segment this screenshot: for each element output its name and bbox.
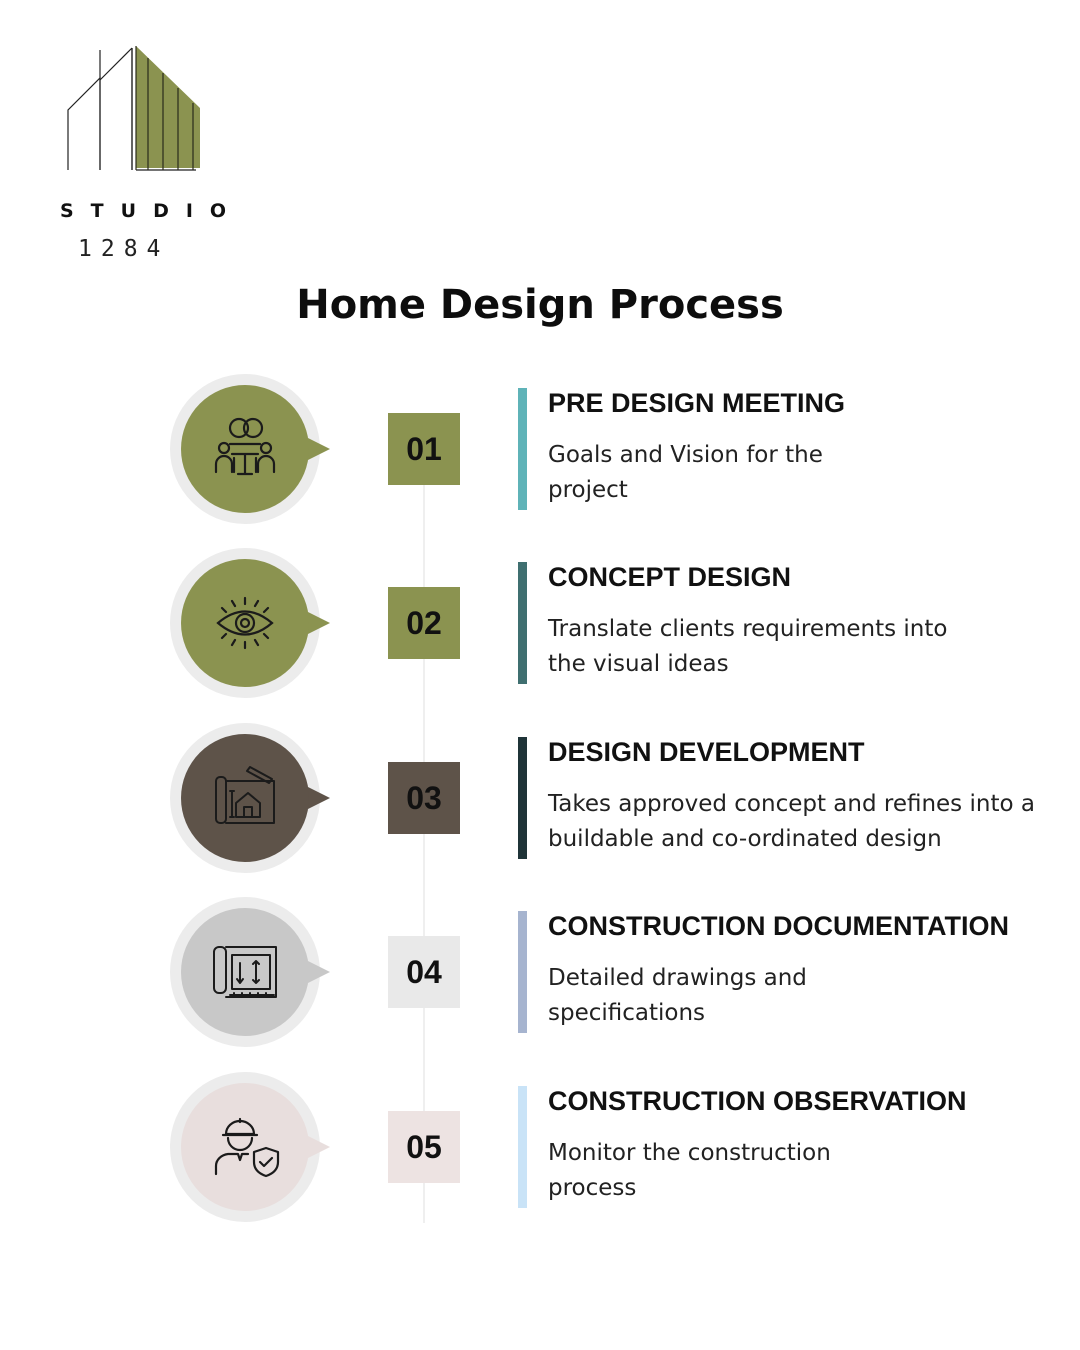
step-number-box <box>388 587 460 659</box>
blueprint-house-icon <box>210 763 280 833</box>
step-title: CONSTRUCTION OBSERVATION <box>548 1086 967 1116</box>
step-icon-badge <box>170 897 330 1047</box>
step-icon-badge <box>170 1072 330 1222</box>
accent-bar <box>518 737 527 859</box>
step-3 <box>0 723 1080 883</box>
step-5 <box>0 1072 1080 1232</box>
accent-bar <box>518 911 527 1033</box>
page-title: Home Design Process <box>296 282 784 328</box>
step-number: 05 <box>406 1128 442 1165</box>
step-title: PRE DESIGN MEETING <box>548 388 846 418</box>
accent-bar <box>518 388 527 510</box>
step-2 <box>0 548 1080 708</box>
step-title: DESIGN DEVELOPMENT <box>548 737 865 767</box>
brand-number: 1284 <box>78 236 170 262</box>
step-number: 03 <box>406 779 442 816</box>
pointer-arrow <box>308 612 330 634</box>
building-logo-icon <box>56 40 206 175</box>
step-icon-badge <box>170 374 330 524</box>
step-number: 04 <box>406 953 442 990</box>
step-icon-badge <box>170 548 330 698</box>
pointer-arrow <box>308 1136 330 1158</box>
step-number: 02 <box>406 604 442 641</box>
blueprint-plan-icon <box>210 937 280 1007</box>
step-number-box <box>388 1111 460 1183</box>
step-description: Translate clients requirements into the visual ideas <box>548 616 948 677</box>
step-title: CONCEPT DESIGN <box>548 562 792 592</box>
brand-word: STUDIO <box>60 200 244 222</box>
eye-icon <box>210 588 280 658</box>
meeting-icon <box>210 414 280 484</box>
pointer-arrow <box>308 438 330 460</box>
step-icon-badge <box>170 723 330 873</box>
accent-bar <box>518 562 527 684</box>
step-number: 01 <box>406 430 442 467</box>
step-description: Detailed drawings and specifications <box>548 965 807 1026</box>
worker-shield-icon <box>210 1112 280 1182</box>
pointer-arrow <box>308 787 330 809</box>
step-number-box <box>388 936 460 1008</box>
step-1 <box>0 374 1080 534</box>
accent-bar <box>518 1086 527 1208</box>
step-description: Monitor the construction process <box>548 1140 831 1201</box>
step-description: Takes approved concept and refines into a buildable and co-ordinated design <box>548 791 1035 852</box>
pointer-arrow <box>308 961 330 983</box>
step-number-box <box>388 762 460 834</box>
step-title: CONSTRUCTION DOCUMENTATION <box>548 911 1009 941</box>
step-description: Goals and Vision for the project <box>548 442 823 503</box>
step-number-box <box>388 413 460 485</box>
step-4 <box>0 897 1080 1057</box>
